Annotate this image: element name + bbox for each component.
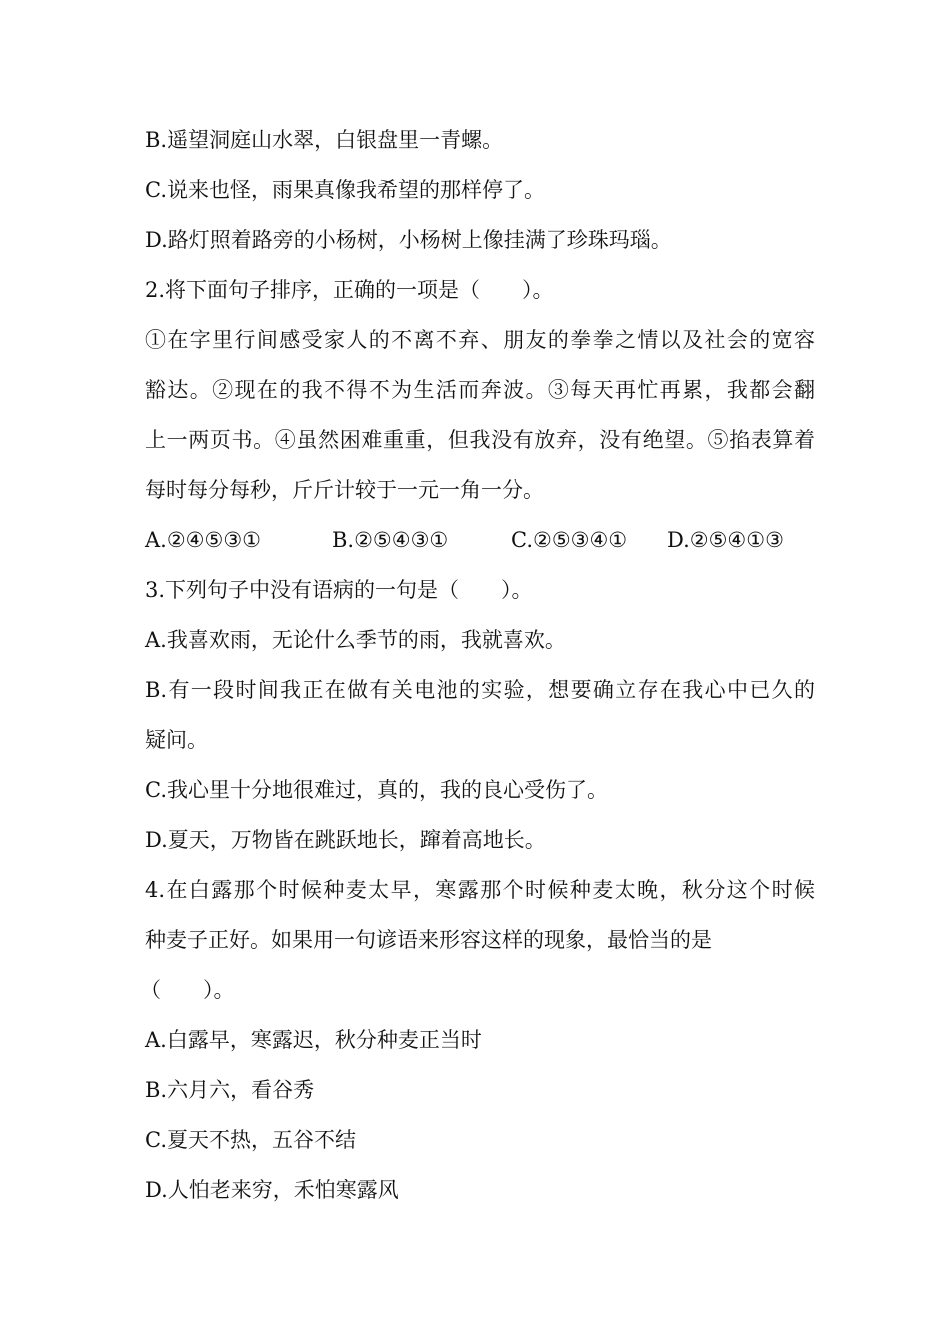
q2-option-c: C.②⑤③④① (511, 528, 628, 552)
q2-option-b: B.②⑤④③① (332, 528, 449, 552)
question-3-stem: 3.下列句子中没有语病的一句是（ ）。 (145, 578, 533, 602)
q1-option-c: C.说来也怪，雨果真像我希望的那样停了。 (145, 178, 545, 202)
q2-passage-line-2: 豁达。②现在的我不得不为生活而奔波。③每天再忙再累，我都会翻 (145, 378, 815, 402)
q3-option-b-line-2: 疑问。 (145, 728, 208, 752)
q4-option-b: B.六月六，看谷秀 (145, 1078, 315, 1102)
question-4-stem-line-1: 4.在白露那个时候种麦太早，寒露那个时候种麦太晚，秋分这个时候 (145, 878, 815, 902)
q4-option-a: A.白露早，寒露迟，秋分种麦正当时 (145, 1028, 482, 1052)
q1-option-d: D.路灯照着路旁的小杨树，小杨树上像挂满了珍珠玛瑙。 (145, 228, 672, 252)
q2-option-d: D.②⑤④①③ (667, 528, 784, 552)
question-2-stem: 2.将下面句子排序，正确的一项是（ ）。 (145, 278, 554, 302)
q3-option-d: D.夏天，万物皆在跳跃地长，蹿着高地长。 (145, 828, 546, 852)
q4-option-c: C.夏天不热，五谷不结 (145, 1128, 356, 1152)
q2-option-a: A.②④⑤③① (145, 528, 261, 552)
q1-option-b: B.遥望洞庭山水翠，白银盘里一青螺。 (145, 128, 504, 152)
q3-option-c: C.我心里十分地很难过，真的，我的良心受伤了。 (145, 778, 608, 802)
q2-passage-line-3: 上一两页书。④虽然困难重重，但我没有放弃，没有绝望。⑤掐表算着 (145, 428, 815, 452)
q4-option-d: D.人怕老来穷，禾怕寒露风 (145, 1178, 399, 1202)
question-4-stem-line-3: （ ）。 (140, 978, 235, 1002)
q2-passage-line-1: ①在字里行间感受家人的不离不弃、朋友的拳拳之情以及社会的宽容 (145, 328, 815, 352)
question-4-stem-line-2: 种麦子正好。如果用一句谚语来形容这样的现象，最恰当的是 (145, 928, 712, 952)
q2-passage-line-4: 每时每分每秒，斤斤计较于一元一角一分。 (145, 478, 544, 502)
q3-option-b-line-1: B.有一段时间我正在做有关电池的实验，想要确立存在我心中已久的 (145, 678, 815, 702)
q3-option-a: A.我喜欢雨，无论什么季节的雨，我就喜欢。 (145, 628, 566, 652)
